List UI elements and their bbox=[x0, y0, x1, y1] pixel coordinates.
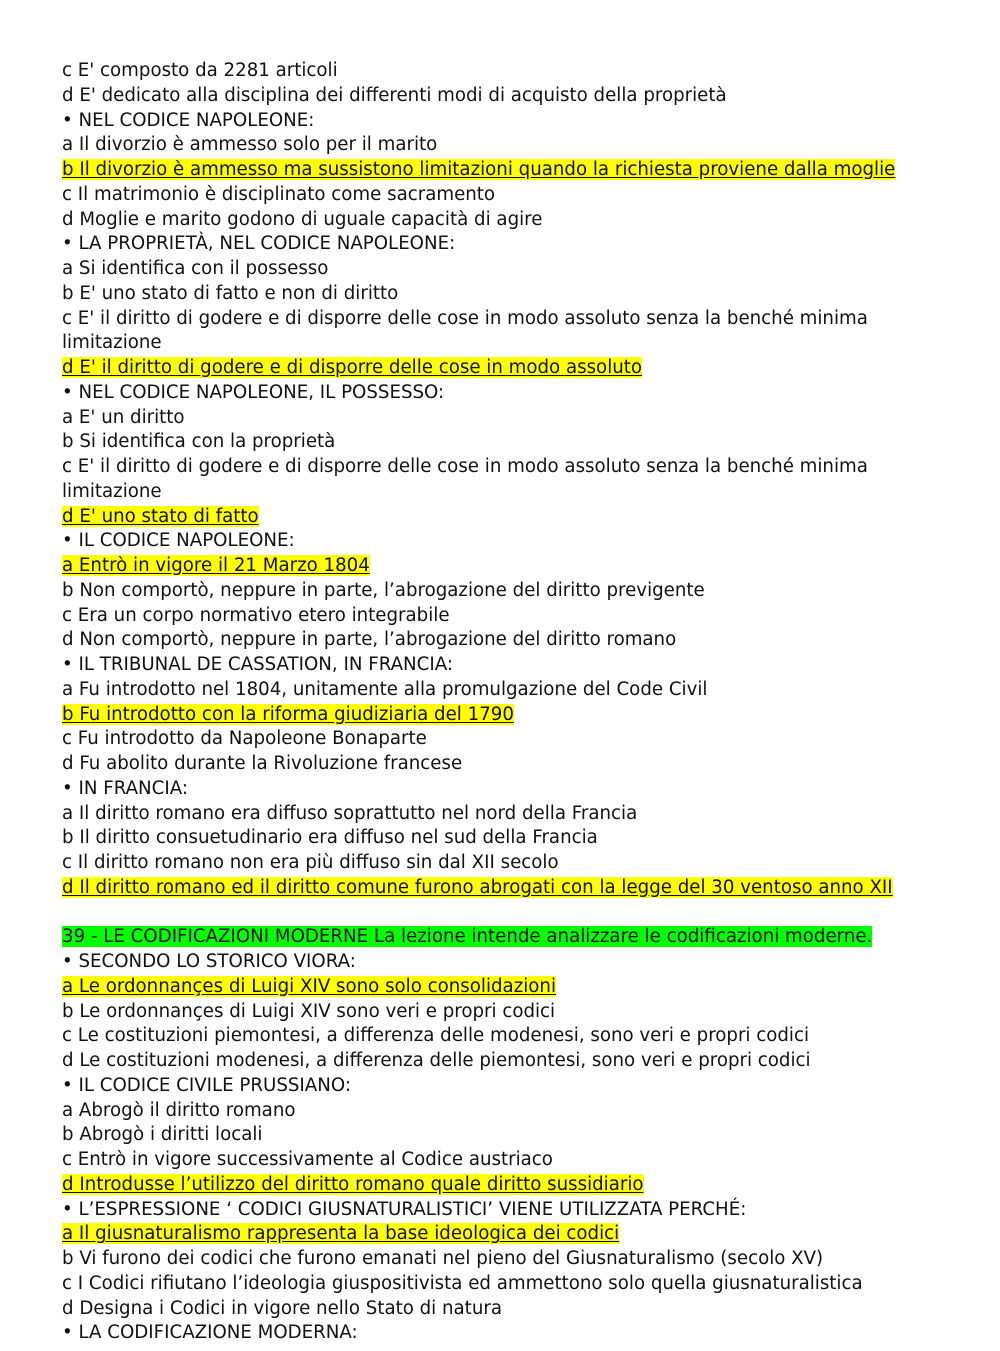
text-line bbox=[62, 851, 982, 876]
text-line bbox=[62, 727, 982, 752]
highlighted-line bbox=[62, 975, 982, 1000]
text-line bbox=[62, 59, 982, 84]
line-text: b Vi furono dei codici che furono emanati nel pieno del Giusnaturalismo (secolo XV) bbox=[62, 1248, 824, 1269]
text-line bbox=[62, 529, 982, 554]
line-text: a Si identifica con il possesso bbox=[62, 258, 329, 279]
text-line bbox=[62, 1321, 982, 1346]
text-line bbox=[62, 84, 982, 109]
line-text: d E' uno stato di fatto bbox=[62, 505, 259, 527]
line-text: • IL CODICE NAPOLEONE: bbox=[62, 530, 295, 552]
text-line bbox=[62, 1099, 982, 1124]
line-text: limitazione bbox=[62, 480, 162, 502]
highlighted-line bbox=[62, 876, 982, 901]
line-text: b Il divorzio è ammesso ma sussistono limitazioni quando la richiesta proviene dalla moglie bbox=[62, 159, 896, 180]
highlighted-line bbox=[62, 703, 982, 728]
document-page bbox=[62, 59, 982, 1346]
text-line bbox=[62, 1074, 982, 1099]
text-line bbox=[62, 628, 982, 653]
highlighted-line bbox=[62, 505, 982, 530]
text-line bbox=[62, 802, 982, 827]
line-text: d Fu abolito durante la Rivoluzione francese bbox=[62, 753, 463, 774]
line-text: • IN FRANCIA: bbox=[62, 777, 188, 799]
text-line bbox=[62, 480, 982, 505]
line-text: b Si identifica con la proprietà bbox=[62, 431, 336, 453]
line-text: b Fu introdotto con la riforma giudiziaria del 1790 bbox=[62, 703, 514, 725]
line-text: d Le costituzioni modenesi, a differenza delle piemontesi, sono veri e propri codici bbox=[62, 1050, 811, 1071]
text-line bbox=[62, 307, 982, 332]
text-line bbox=[62, 331, 982, 356]
line-text: c E' il diritto di godere e di disporre delle cose in modo assoluto senza la benché minima bbox=[62, 456, 868, 477]
line-text: • IL CODICE CIVILE PRUSSIANO: bbox=[62, 1074, 351, 1096]
text-line bbox=[62, 1272, 982, 1297]
text-line bbox=[62, 430, 982, 455]
text-line bbox=[62, 257, 982, 282]
line-text: c Era un corpo normativo etero integrabile bbox=[62, 604, 450, 626]
text-line bbox=[62, 1198, 982, 1223]
text-line bbox=[62, 777, 982, 802]
line-text: d E' il diritto di godere e di disporre delle cose in modo assoluto bbox=[62, 357, 643, 378]
line-text: • L’ESPRESSIONE ‘ CODICI GIUSNATURALISTICI’ VIENE UTILIZZATA PERCHÉ: bbox=[62, 1198, 747, 1220]
text-line bbox=[62, 826, 982, 851]
text-line bbox=[62, 183, 982, 208]
line-text: c I Codici rifiutano l’ideologia giuspositivista ed ammettono solo quella giusnaturalistica bbox=[62, 1272, 863, 1294]
text-line bbox=[62, 752, 982, 777]
line-text: b Le ordonnançes di Luigi XIV sono veri e propri codici bbox=[62, 1000, 556, 1022]
text-line bbox=[62, 653, 982, 678]
line-text: c E' composto da 2281 articoli bbox=[62, 60, 338, 81]
line-text: d Designa i Codici in vigore nello Stato di natura bbox=[62, 1297, 502, 1319]
text-line bbox=[62, 950, 982, 975]
text-line bbox=[62, 455, 982, 480]
text-line bbox=[62, 208, 982, 233]
text-line bbox=[62, 1148, 982, 1173]
text-line bbox=[62, 1049, 982, 1074]
line-text: c Entrò in vigore successivamente al Codice austriaco bbox=[62, 1149, 553, 1170]
line-text: a E' un diritto bbox=[62, 406, 185, 428]
line-text: d Non comportò, neppure in parte, l’abrogazione del diritto romano bbox=[62, 629, 677, 651]
line-text: c E' il diritto di godere e di disporre delle cose in modo assoluto senza la benché minima bbox=[62, 307, 868, 329]
line-text: a Entrò in vigore il 21 Marzo 1804 bbox=[62, 555, 370, 576]
line-text: b E' uno stato di fatto e non di diritto bbox=[62, 282, 399, 304]
highlighted-line bbox=[62, 1222, 982, 1247]
text-line bbox=[62, 1297, 982, 1322]
highlighted-line bbox=[62, 554, 982, 579]
line-text: a Il giusnaturalismo rappresenta la base ideologica dei codici bbox=[62, 1223, 620, 1245]
line-text: • NEL CODICE NAPOLEONE, IL POSSESSO: bbox=[62, 381, 445, 403]
line-text: a Il divorzio è ammesso solo per il marito bbox=[62, 134, 438, 156]
line-text: d Introdusse l’utilizzo del diritto romano quale diritto sussidiario bbox=[62, 1173, 644, 1195]
line-text: d Il diritto romano ed il diritto comune furono abrogati con la legge del 30 ventoso anno XII bbox=[62, 876, 893, 898]
line-text: • LA CODIFICAZIONE MODERNA: bbox=[62, 1322, 358, 1344]
line-text: c Le costituzioni piemontesi, a differenza delle modenesi, sono veri e propri codici bbox=[62, 1025, 810, 1047]
text-line bbox=[62, 1123, 982, 1148]
line-text: c Il diritto romano non era più diffuso sin dal XII secolo bbox=[62, 852, 559, 873]
line-text: c Il matrimonio è disciplinato come sacramento bbox=[62, 183, 496, 205]
highlighted-line bbox=[62, 925, 982, 950]
blank-line bbox=[62, 901, 982, 926]
text-line bbox=[62, 381, 982, 406]
text-line bbox=[62, 109, 982, 134]
text-line bbox=[62, 133, 982, 158]
text-line bbox=[62, 1247, 982, 1272]
line-text: • IL TRIBUNAL DE CASSATION, IN FRANCIA: bbox=[62, 654, 453, 675]
highlighted-line bbox=[62, 356, 982, 381]
text-line bbox=[62, 1000, 982, 1025]
line-text: d E' dedicato alla disciplina dei differenti modi di acquisto della proprietà bbox=[62, 84, 727, 106]
line-text: 39 - LE CODIFICAZIONI MODERNE La lezione intende analizzare le codificazioni moderne. bbox=[62, 926, 873, 948]
line-text: d Moglie e marito godono di uguale capacità di agire bbox=[62, 208, 543, 230]
line-text: a Il diritto romano era diffuso soprattutto nel nord della Francia bbox=[62, 802, 638, 824]
text-line bbox=[62, 579, 982, 604]
line-text: a Fu introdotto nel 1804, unitamente alla promulgazione del Code Civil bbox=[62, 678, 708, 700]
line-text: b Abrogò i diritti locali bbox=[62, 1124, 263, 1146]
line-text: a Abrogò il diritto romano bbox=[62, 1099, 296, 1121]
text-line bbox=[62, 678, 982, 703]
line-text: • NEL CODICE NAPOLEONE: bbox=[62, 109, 315, 131]
line-text: • SECONDO LO STORICO VIORA: bbox=[62, 951, 356, 972]
text-line bbox=[62, 232, 982, 257]
highlighted-line bbox=[62, 158, 982, 183]
text-line bbox=[62, 406, 982, 431]
line-text: b Il diritto consuetudinario era diffuso nel sud della Francia bbox=[62, 827, 598, 849]
line-text: limitazione bbox=[62, 332, 162, 354]
text-line bbox=[62, 282, 982, 307]
highlighted-line bbox=[62, 1173, 982, 1198]
line-text: c Fu introdotto da Napoleone Bonaparte bbox=[62, 728, 427, 750]
text-line bbox=[62, 604, 982, 629]
line-text: • LA PROPRIETÀ, NEL CODICE NAPOLEONE: bbox=[62, 233, 456, 255]
line-text: b Non comportò, neppure in parte, l’abrogazione del diritto previgente bbox=[62, 579, 705, 601]
text-line bbox=[62, 1024, 982, 1049]
line-text: a Le ordonnançes di Luigi XIV sono solo consolidazioni bbox=[62, 975, 557, 997]
